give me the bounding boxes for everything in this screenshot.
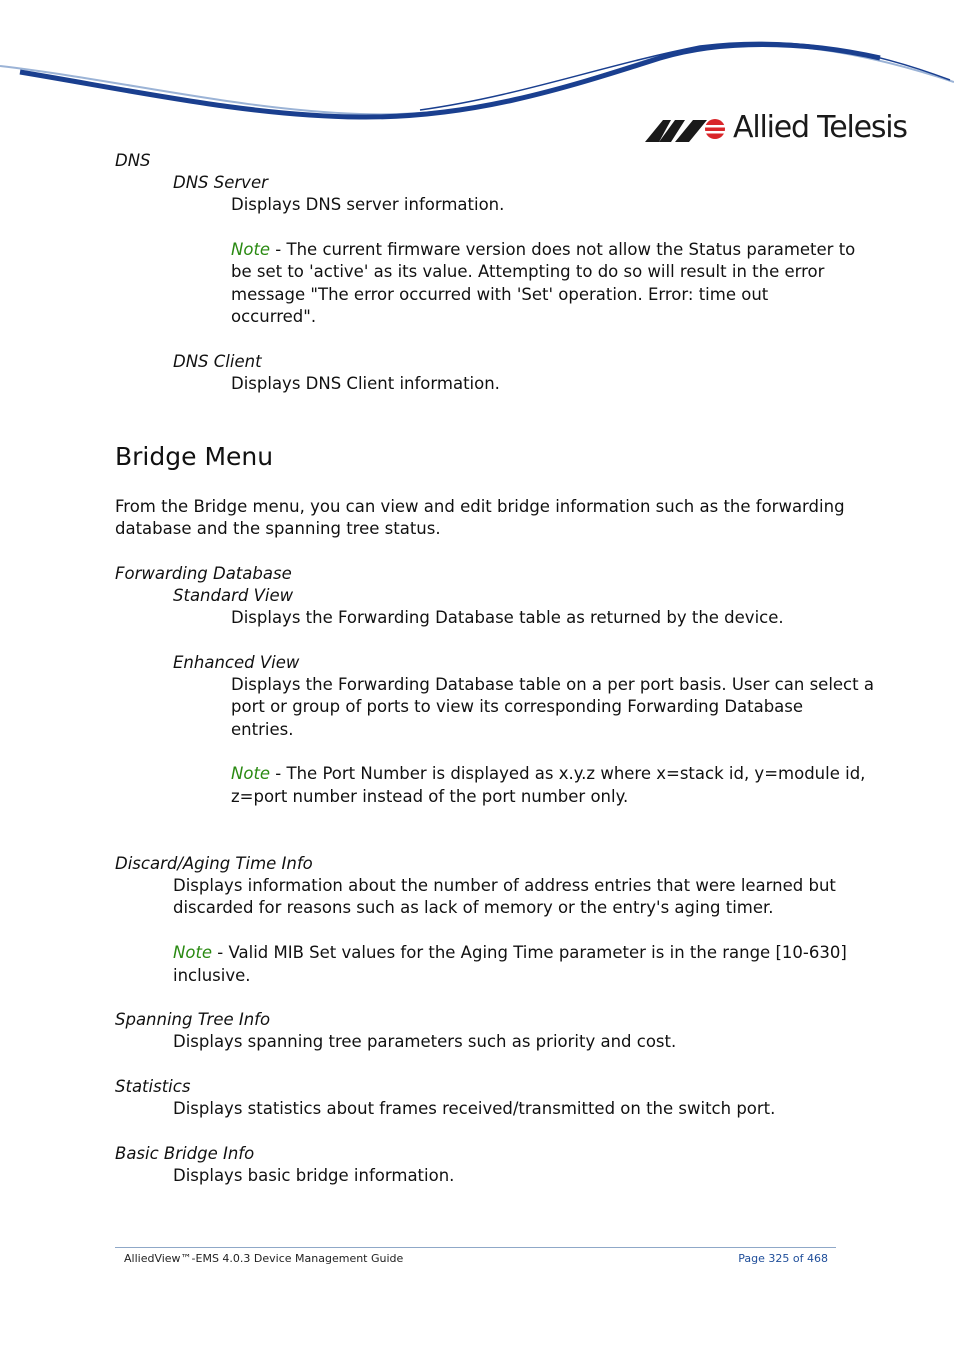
note-label: Note — [231, 240, 271, 259]
subheading-dns-client: DNS Client — [173, 352, 262, 371]
section-heading-forwarding-database: Forwarding Database — [115, 564, 292, 583]
bridge-intro-line-2: database and the spanning tree status. — [115, 519, 441, 538]
discard-desc-line-1: Displays information about the number of address entries that were learned but — [173, 876, 836, 895]
allied-telesis-logo — [645, 108, 907, 148]
allied-telesis-logo-mark-icon — [645, 112, 727, 144]
dns-server-desc: Displays DNS server information. — [231, 195, 505, 214]
enhanced-view-desc-line-2: port or group of ports to view its corresponding Forwarding Database — [231, 697, 804, 716]
discard-desc-line-2: discarded for reasons such as lack of memory or the entry's aging timer. — [173, 898, 774, 917]
section-heading-discard-aging: Discard/Aging Time Info — [115, 854, 313, 873]
note-label: Note — [173, 943, 213, 962]
section-heading-statistics: Statistics — [115, 1077, 191, 1096]
basic-bridge-desc: Displays basic bridge information. — [173, 1166, 455, 1185]
spanning-tree-desc: Displays spanning tree parameters such as priority and cost. — [173, 1032, 677, 1051]
page-title: Bridge Menu — [115, 442, 274, 471]
enhanced-view-desc-line-3: entries. — [231, 720, 294, 739]
standard-view-desc: Displays the Forwarding Database table as returned by the device. — [231, 608, 784, 627]
note-label: Note — [231, 764, 271, 783]
section-heading-dns: DNS — [115, 151, 151, 170]
footer-divider — [115, 1247, 836, 1248]
discard-note-line-2: inclusive. — [173, 966, 251, 985]
dns-client-desc: Displays DNS Client information. — [231, 374, 500, 393]
logo-text: Allied Telesis — [733, 110, 907, 145]
dns-server-note-line-3: message "The error occurred with 'Set' operation. Error: time out — [231, 285, 769, 304]
discard-note-line-1: Note - Valid MIB Set values for the Aging Time parameter is in the range [10-630] — [173, 943, 847, 962]
section-heading-basic-bridge: Basic Bridge Info — [115, 1144, 255, 1163]
subheading-dns-server: DNS Server — [173, 173, 268, 192]
subheading-enhanced-view: Enhanced View — [173, 653, 300, 672]
dns-server-note-line-1: Note - The current firmware version does not allow the Status parameter to — [231, 240, 856, 259]
enhanced-view-desc-line-1: Displays the Forwarding Database table on a per port basis. User can select a — [231, 675, 874, 694]
bridge-intro-line-1: From the Bridge menu, you can view and edit bridge information such as the forwarding — [115, 497, 845, 516]
footer-page-number: Page 325 of 468 — [738, 1252, 828, 1265]
footer-doc-title: AlliedView™-EMS 4.0.3 Device Management Guide — [124, 1252, 404, 1265]
enhanced-view-note-line-1: Note - The Port Number is displayed as x.y.z where x=stack id, y=module id, — [231, 764, 866, 783]
section-heading-spanning-tree: Spanning Tree Info — [115, 1010, 271, 1029]
enhanced-view-note-line-2: z=port number instead of the port number only. — [231, 787, 629, 806]
statistics-desc: Displays statistics about frames received/transmitted on the switch port. — [173, 1099, 776, 1118]
dns-server-note-line-4: occurred". — [231, 307, 317, 326]
dns-server-note-line-2: be set to 'active' as its value. Attempting to do so will result in the error — [231, 262, 825, 281]
subheading-standard-view: Standard View — [173, 586, 294, 605]
